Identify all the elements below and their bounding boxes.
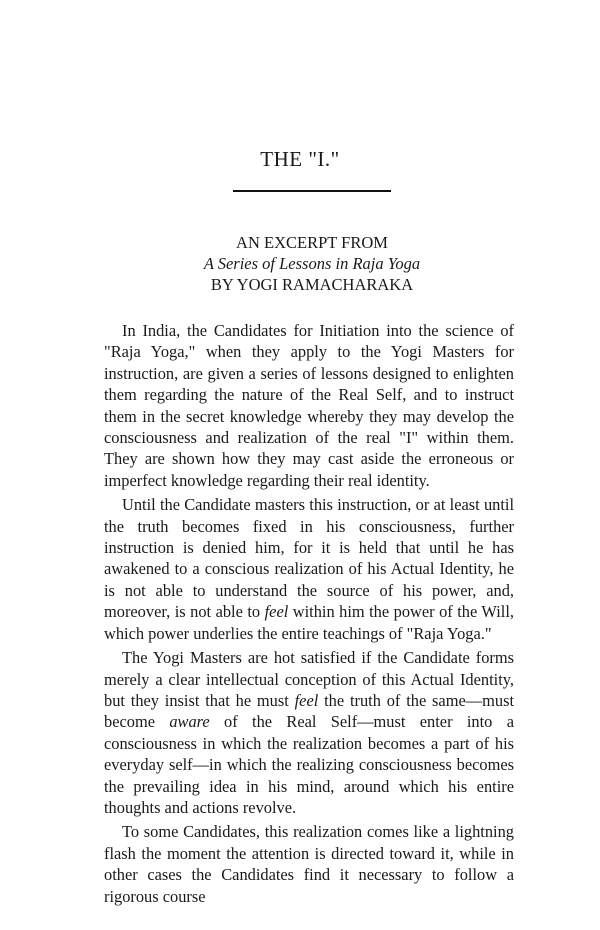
paragraph-2-text-a: Until the Candidate masters this instruction, or at least until the truth becomes fixed in his consciousness, further instruction is denied him, for it is held that until he has awakened to a conscious realization of his Actual Identity, he is not able to understand the source of his power, and, moreover, is not able to [104,495,514,622]
paragraph-3 [104,647,514,818]
paragraph-3-text-c: of the Real Self—must enter into a consciousness in which the realization becomes a part of his everyday self—in which the realizing consciousness becomes the prevailing idea in his mind, around which his entire thoughts and actions revolve. [104,712,514,817]
author-line: BY YOGI RAMACHARAKA [210,275,414,294]
excerpt-block [0,232,600,295]
paragraph-3-emphasis-2: aware [169,712,210,732]
paragraph-3-text-a: The Yogi Masters are hot satisfied if the Candidate forms merely a clear intellectual conception of this Actual Identity, but they insist that he must [104,648,514,710]
paragraph-3-text-b: the truth of the same—must become [104,690,514,732]
body-text [104,320,514,910]
excerpt-label: AN EXCERPT FROM [236,233,388,252]
paragraph-2-emphasis: feel [264,602,289,622]
paragraph-2-text-b: within him the power of the Will, which power underlies the entire teachings of "Raja Yoga." [104,602,515,643]
paragraph-2 [104,494,514,644]
paragraph-1: In India, the Candidates for Initiation into the science of "Raja Yoga," when they apply to the Yogi Masters for instruction, are given a series of lessons designed to enlighten them regarding the nature of the Real Self, and to instruct them in the secret knowledge whereby they may develop the consciousness and realization of the real "I" within them. They are shown how they may cast aside the erroneous or imperfect knowledge regarding their real identity. [104,321,514,490]
book-title: A Series of Lessons in Raja Yoga [203,254,421,273]
title-divider [233,190,391,192]
paragraph-4: To some Candidates, this realization comes like a lightning flash the moment the attention is directed toward it, while in other cases the Candidates find it necessary to follow a rigorous course [104,822,514,906]
chapter-title: THE "I." [260,147,340,171]
paragraph-3-emphasis-1: feel [294,690,319,710]
